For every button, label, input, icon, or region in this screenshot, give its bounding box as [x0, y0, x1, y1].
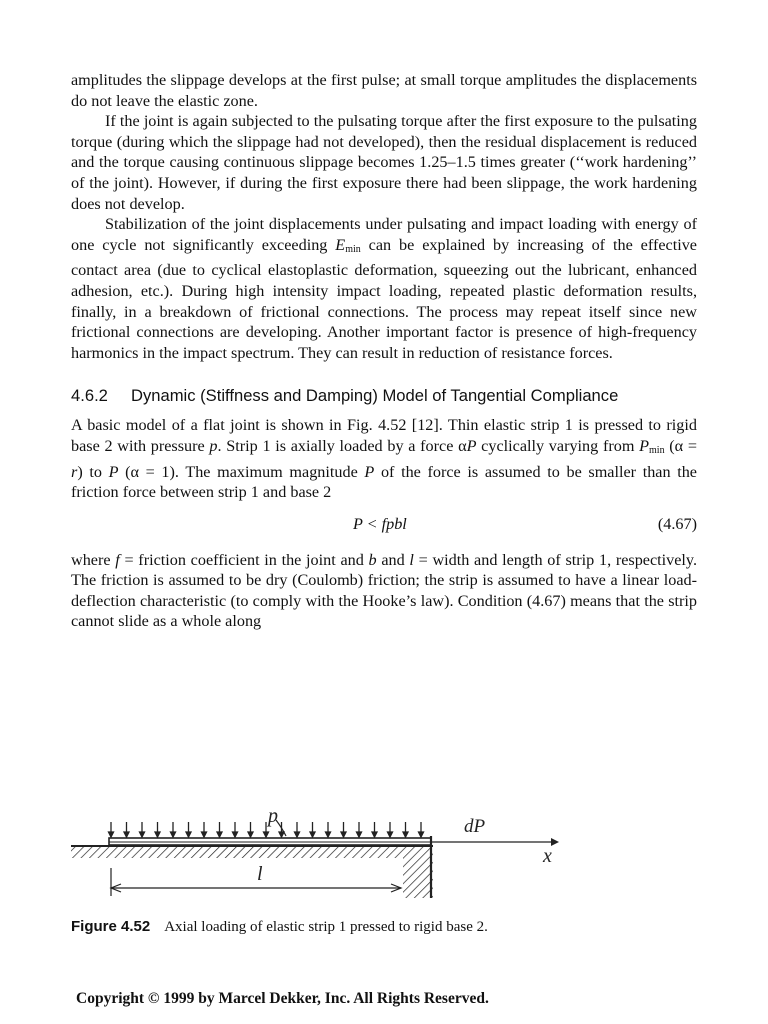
paragraph-3: Stabilization of the joint displacements under pulsating and impact loading with energy of one cycle not significantly exceeding $E_{min}$ can be explained by increasing of the effective contact area (due to cyclical elastoplastic deformation, squeezing out the lubricant, enhanced adhesion, etc.). During high intensity impact loading, repeated plastic deformation results, finally, in a breakdown of frictional connections. The process may repeat itself since new frictional connections are developing. Another important factor is presence of high-frequency harmonics in the impact spectrum. They can result in reduction of resistance forces. [71, 215, 697, 362]
rigid-base [71, 846, 433, 858]
pressure-arrow-head [217, 832, 222, 837]
base-end-block [403, 858, 433, 898]
pressure-arrow-head [248, 832, 253, 837]
pressure-arrow-head [310, 832, 315, 837]
pressure-arrow-head [171, 832, 176, 837]
pressure-arrow-head [388, 832, 393, 837]
label-length: l [257, 863, 263, 885]
pressure-arrow-head [264, 832, 269, 837]
section-title: Dynamic (Stiffness and Damping) Model of Tangential Compliance [131, 386, 619, 406]
equation-formula: P < fpbl [353, 514, 407, 533]
label-force: dP [464, 816, 486, 837]
pressure-arrow-head [140, 832, 145, 837]
paragraph-2: If the joint is again subjected to the pulsating torque after the first exposure to the pulsating torque (during which the slippage had not developed), then the residual displacement is reduced and the torque causing continuous slippage becomes 1.25–1.5 times greater (‘‘work hardening’’ of the joint). However, if during the first exposure there had been slippage, the work hardening does not develop. [71, 112, 697, 213]
equation-number: (4.67) [657, 514, 697, 533]
copyright-footer: Copyright © 1999 by Marcel Dekker, Inc. All Rights Reserved. [76, 990, 489, 1007]
pressure-arrow-head [186, 832, 191, 837]
section-heading [71, 385, 697, 406]
page-body [71, 70, 697, 632]
equation-4-67 [71, 515, 697, 534]
paragraph-5: where f = friction coefficient in the joint and b and l = width and length of strip 1, respectively. The friction is assumed to be dry (Coulomb) friction; the strip is assumed to have a linear load-deflection characteristic (to comply with the Hooke’s law). Condition (4.67) means that the strip cannot slide as a whole along [71, 550, 698, 631]
figure-4-52 [71, 808, 591, 904]
pressure-arrow-head [202, 832, 207, 837]
figure-caption [71, 917, 697, 937]
pressure-arrows [109, 822, 424, 837]
pressure-arrow-head [372, 832, 377, 837]
pressure-arrow-head [279, 832, 284, 837]
pressure-arrow-head [109, 832, 114, 837]
label-pressure: p [268, 808, 278, 827]
pressure-arrow-head [295, 832, 300, 837]
section-number: 4.6.2 [71, 386, 108, 406]
label-x: x [543, 845, 552, 867]
paragraph-4: A basic model of a flat joint is shown in Fig. 4.52 [12]. Thin elastic strip 1 is pressed to rigid base 2 with pressure p. Strip 1 is axially loaded by a force αP cyclically varying from $P_{min}$ (α = r) to P (α = 1). The maximum magnitude P of the force is assumed to be smaller than the friction force between strip 1 and base 2 [71, 416, 697, 502]
length-dimension [111, 868, 401, 896]
pressure-arrow-head [403, 832, 408, 837]
pressure-arrow-head [326, 832, 331, 837]
pressure-arrow-head [357, 832, 362, 837]
pressure-arrow-head [124, 832, 129, 837]
pressure-arrow-head [155, 832, 160, 837]
pressure-arrow-head [233, 832, 238, 837]
caption-text: Axial loading of elastic strip 1 pressed to rigid base 2. [164, 919, 488, 935]
pressure-arrow-head [419, 832, 424, 837]
pressure-arrow-head [341, 832, 346, 837]
caption-label: Figure 4.52 [71, 918, 151, 935]
paragraph-1: amplitudes the slippage develops at the first pulse; at small torque amplitudes the displacements do not leave the elastic zone. [71, 71, 697, 110]
